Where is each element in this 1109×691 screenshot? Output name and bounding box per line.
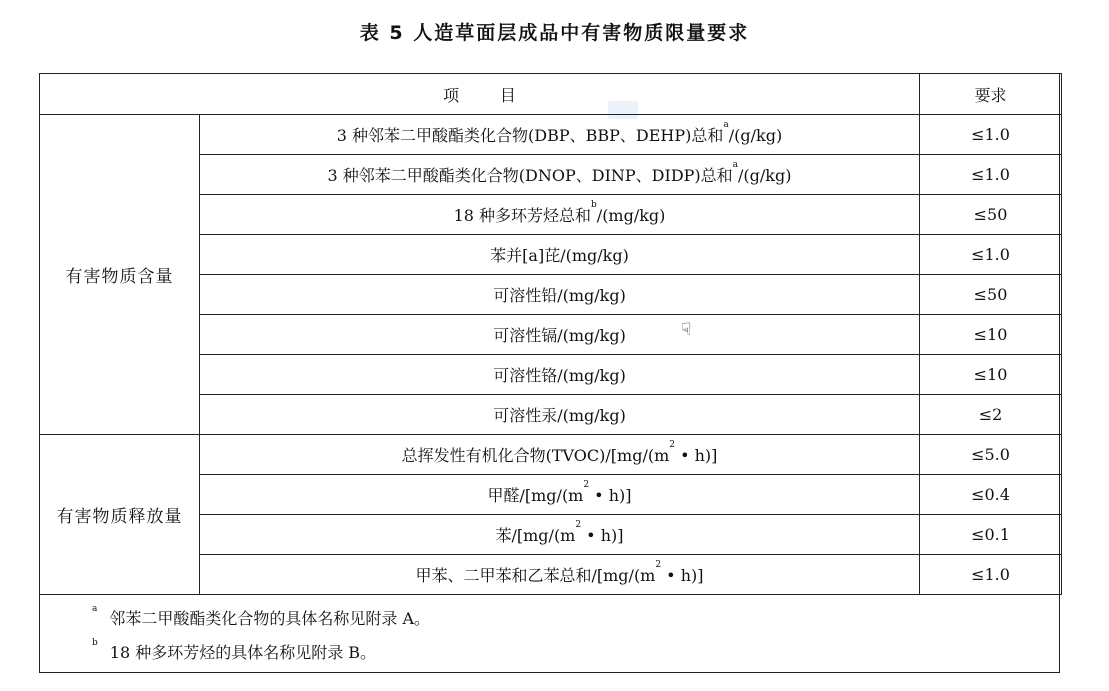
requirement-cell: ≤1.0	[920, 155, 1062, 195]
header-item: 项 目	[40, 74, 920, 115]
item-text: 可溶性汞/(mg/kg)	[493, 406, 626, 425]
item-text: 18 种多环芳烃总和	[453, 206, 592, 225]
item-text: 总挥发性有机化合物(TVOC)/[mg/(m	[401, 446, 670, 465]
note-b	[92, 640, 376, 663]
table-frame	[39, 73, 1060, 673]
superscript-mark: 2	[583, 480, 590, 490]
hand-cursor-icon: ☟	[681, 320, 692, 340]
note-a	[92, 606, 430, 629]
requirement-cell: ≤2	[920, 395, 1062, 435]
requirement-cell: ≤5.0	[920, 435, 1062, 475]
note-b-text: 18 种多环芳烃的具体名称见附录 B。	[109, 643, 377, 662]
item-text: 可溶性镉/(mg/kg)	[493, 326, 626, 345]
table-title: 表 5 人造草面层成品中有害物质限量要求	[359, 22, 750, 44]
unit-text: • h)]	[581, 526, 624, 545]
item-text: 3 种邻苯二甲酸酯类化合物(DNOP、DINP、DIDP)总和	[327, 166, 733, 185]
requirement-cell: ≤10	[920, 355, 1062, 395]
requirement-cell: ≤50	[920, 195, 1062, 235]
unit-text: /(g/kg)	[728, 126, 783, 145]
unit-text: • h)]	[661, 566, 704, 585]
unit-text: • h)]	[589, 486, 632, 505]
requirement-cell: ≤10	[920, 315, 1062, 355]
group-label: 有害物质释放量	[40, 435, 200, 595]
item-text: 甲醛/[mg/(m	[487, 486, 584, 505]
superscript-mark: 2	[669, 440, 675, 450]
requirement-cell: ≤1.0	[920, 555, 1062, 595]
requirement-cell: ≤50	[920, 275, 1062, 315]
unit-text: /(mg/kg)	[596, 206, 666, 225]
requirement-cell: ≤0.4	[920, 475, 1062, 515]
group-label: 有害物质含量	[40, 115, 200, 435]
item-text: 可溶性铅/(mg/kg)	[493, 286, 626, 305]
note-b-mark: b	[92, 638, 98, 648]
requirement-cell: ≤1.0	[920, 235, 1062, 275]
unit-text: /(g/kg)	[738, 166, 792, 185]
item-text: 甲苯、二甲苯和乙苯总和/[mg/(m	[415, 566, 656, 585]
notes-area	[40, 594, 1059, 672]
requirement-cell: ≤0.1	[920, 515, 1062, 555]
superscript-mark: 2	[575, 520, 582, 530]
superscript-mark: 2	[655, 560, 662, 570]
unit-text: • h)]	[675, 446, 718, 465]
note-a-text: 邻苯二甲酸酯类化合物的具体名称见附录 A。	[109, 609, 431, 628]
item-text: 可溶性铬/(mg/kg)	[493, 366, 626, 385]
note-a-mark: a	[92, 604, 98, 614]
superscript-mark: a	[723, 120, 729, 130]
superscript-mark: a	[732, 160, 739, 170]
item-text: 3 种邻苯二甲酸酯类化合物(DBP、BBP、DEHP)总和	[336, 126, 724, 145]
requirement-cell: ≤1.0	[920, 115, 1062, 155]
item-text: 苯/[mg/(m	[495, 526, 576, 545]
superscript-mark: b	[591, 200, 597, 210]
item-text: 苯并[a]芘/(mg/kg)	[490, 246, 629, 265]
header-requirement: 要求	[920, 74, 1062, 115]
